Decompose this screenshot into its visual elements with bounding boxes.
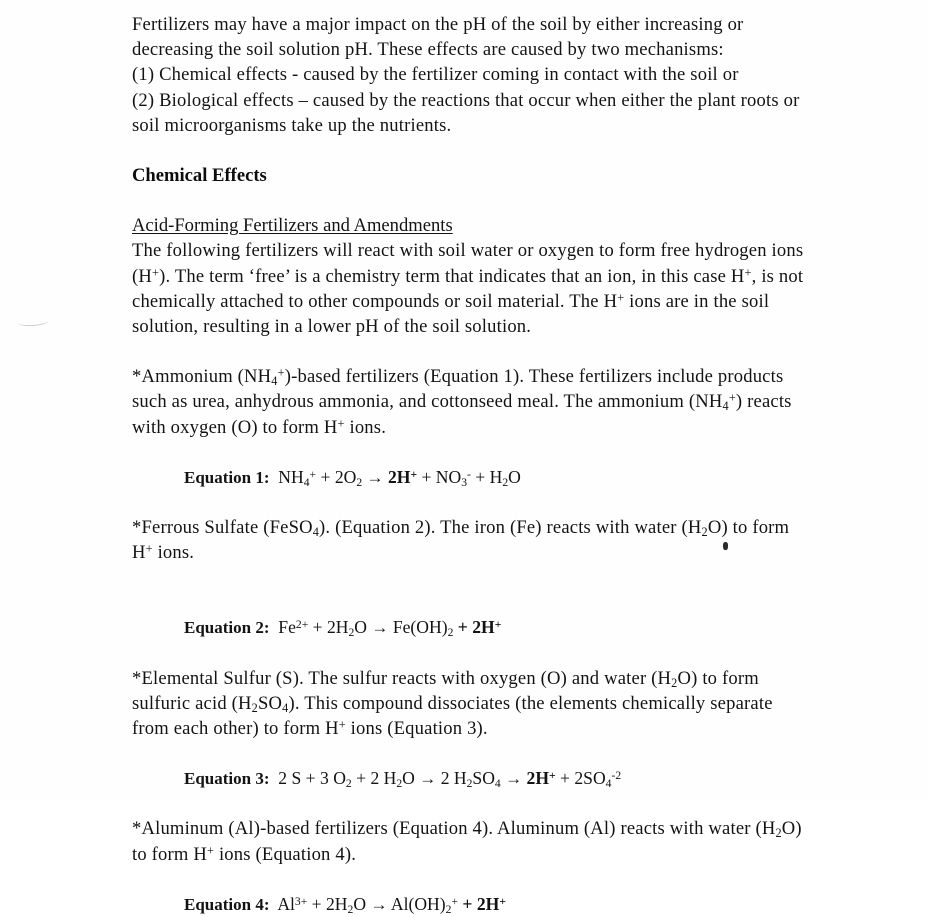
intro-line-2: decreasing the soil solution pH. These effects are caused by two mechanisms:	[132, 39, 724, 61]
spacer	[132, 565, 824, 590]
intro-line-5: soil microorganisms take up the nutrients.	[132, 114, 452, 136]
eq1-p2: + 2O	[316, 466, 357, 487]
aluminum-line-2a: to form H	[132, 843, 208, 865]
eq1-p5-sub: 2	[502, 475, 509, 489]
sulfur-line-1b: O) to form	[677, 667, 759, 689]
eq2-p3-sub: 2	[447, 626, 454, 640]
equation-4-label: Equation 4:	[184, 894, 270, 914]
eq1-p2-sub: 2	[356, 475, 363, 489]
spacer	[132, 490, 824, 515]
acid-line-2-sup2: +	[744, 265, 752, 280]
ferrous-line-2b: ions.	[152, 542, 195, 564]
aluminum-line-1a: *Aluminum (Al)-based fertilizers (Equation 4). Aluminum (Al) reacts with water (H	[132, 818, 776, 840]
aluminum-line-2-sup: +	[207, 843, 215, 858]
spacer	[132, 741, 824, 766]
ammonium-line-3b: ions.	[344, 416, 387, 438]
spacer	[132, 867, 824, 892]
eq3-p1-sub: 2	[345, 777, 352, 791]
acid-line-2-sup: +	[152, 265, 160, 280]
spacer	[132, 791, 824, 816]
eq3-p1: 2 S + 3 O	[278, 768, 346, 789]
eq1-p5: + H	[470, 466, 503, 487]
eq3-p2b: O	[402, 768, 415, 789]
eq3-p5-sub: 4	[605, 777, 612, 791]
aluminum-line-2b: ions (Equation 4).	[214, 843, 357, 865]
eq3-p4-sup: +	[549, 769, 556, 783]
eq4-p1: Al	[277, 893, 295, 914]
ferrous-line-2a: H	[132, 542, 146, 564]
acid-forming-paragraph	[132, 238, 824, 339]
equation-1-label: Equation 1:	[184, 467, 270, 487]
eq2-p4a: + 2H	[453, 617, 495, 638]
sulfur-line-1a: *Elemental Sulfur (S). The sulfur reacts with oxygen (O) and water (H	[132, 667, 672, 689]
eq4-p3: Al(OH)	[390, 893, 446, 914]
eq1-p4-sup: -	[467, 467, 471, 481]
sulfur-line-2b: SO	[258, 692, 283, 714]
eq3-p4a: 2H	[526, 768, 550, 789]
ammonium-line-2-sub: 4	[722, 399, 729, 414]
aluminum-line-1b: O)	[781, 818, 802, 840]
ammonium-line-1b: )-based fertilizers (Equation 1). These fertilizers include products	[284, 366, 784, 388]
intro-line-1: Fertilizers may have a major impact on the pH of the soil by either increasing or	[132, 14, 744, 35]
eq3-p3-sub: 2	[466, 777, 473, 791]
eq3-p2: + 2 H	[351, 768, 397, 789]
eq4-p2-sub: 2	[347, 902, 354, 916]
equation-3-label: Equation 3:	[184, 769, 270, 789]
eq4-p2b: O	[353, 893, 367, 914]
eq2-p3: Fe(OH)	[392, 617, 448, 638]
ammonium-line-3a: with oxygen (O) to form H	[132, 416, 338, 438]
spacer	[132, 590, 824, 615]
acid-line-1: The following fertilizers will react with soil water or oxygen to form free hydrogen ions	[132, 240, 804, 262]
eq2-p4-sup: +	[494, 618, 502, 632]
aluminum-line-1-sub: 2	[775, 826, 782, 841]
sulfur-line-2-sub: 2	[251, 700, 258, 715]
eq2-p2b: O	[354, 617, 368, 638]
eq1-p3a: 2H	[387, 466, 411, 487]
intro-paragraph	[132, 12, 824, 138]
ferrous-line-1a: *Ferrous Sulfate (FeSO	[132, 517, 313, 539]
eq4-p3-sup: +	[451, 894, 458, 908]
sulfur-line-3a: from each other) to form H	[132, 718, 339, 740]
acid-line-4: solution, resulting in a lower pH of the soil solution.	[132, 316, 532, 338]
eq3-p3b: SO	[472, 768, 495, 789]
eq4-p4a: + 2H	[458, 893, 500, 914]
ammonium-line-1-sub: 4	[271, 374, 278, 389]
spacer	[132, 188, 824, 213]
eq1-p1-sub: 4	[303, 475, 310, 489]
eq4-p1-sup: 3+	[294, 894, 308, 908]
ammonium-paragraph	[132, 364, 824, 440]
scan-smudge-artifact	[18, 317, 48, 327]
eq4-p4-sup: +	[499, 894, 506, 908]
equation-2	[132, 615, 824, 640]
sulfur-line-2-sub2: 4	[282, 700, 289, 715]
ammonium-line-1a: *Ammonium (NH	[132, 366, 272, 388]
ammonium-line-1-sup: +	[277, 365, 285, 380]
document-body	[132, 12, 824, 917]
ferrous-line-2-sup: +	[145, 541, 153, 556]
sulfur-line-3-sup: +	[338, 717, 346, 732]
eq1-p3-sup: +	[410, 467, 418, 481]
spacer	[132, 138, 824, 163]
ferrous-line-1b: ). (Equation 2). The iron (Fe) reacts with water (H	[319, 517, 702, 539]
intro-line-3: (1) Chemical effects - caused by the fertilizer coming in contact with the soil or	[132, 64, 739, 86]
eq2-p2: + 2H	[308, 617, 349, 638]
equation-4	[132, 892, 824, 917]
sulfur-line-3b: ions (Equation 3).	[345, 718, 488, 740]
eq1-p5b: O	[508, 466, 521, 487]
eq3-p5: + 2SO	[555, 768, 606, 789]
eq1-p1-sup: +	[309, 467, 317, 481]
eq3-p2-sub: 2	[396, 777, 403, 791]
equation-2-label: Equation 2:	[184, 618, 270, 638]
ferrous-line-1-sub2: 2	[701, 525, 708, 540]
acid-line-3b: ions are in the soil	[624, 290, 770, 312]
eq4-arrow-icon: →	[370, 894, 388, 914]
eq4-p3-sub: 2	[445, 902, 452, 916]
eq3-p3-sub2: 4	[494, 777, 501, 791]
eq3-p5-sup: -2	[611, 769, 622, 783]
eq2-p1-sup: 2+	[295, 618, 309, 632]
eq3-arrow-2-icon: →	[505, 769, 523, 789]
eq2-arrow-icon: →	[371, 618, 389, 638]
eq2-p1: Fe	[278, 617, 296, 638]
equation-3	[132, 766, 824, 791]
ferrous-line-1c: O) to form	[707, 517, 790, 539]
acid-line-2a: (H	[132, 265, 152, 287]
subsection-heading-acid-forming: Acid-Forming Fertilizers and Amendments	[132, 215, 453, 237]
acid-line-2c: , is not	[751, 265, 804, 287]
eq1-arrow-icon: →	[366, 467, 384, 487]
acid-line-3-sup: +	[617, 290, 625, 305]
ammonium-line-3-sup: +	[337, 416, 345, 431]
eq1-p1a: NH	[278, 466, 304, 487]
spacer	[132, 440, 824, 465]
sulfur-line-1-sub: 2	[671, 675, 678, 690]
ammonium-line-2-sup: +	[728, 390, 736, 405]
elemental-sulfur-paragraph	[132, 666, 824, 742]
sulfur-line-2a: sulfuric acid (H	[132, 692, 252, 714]
acid-line-2b: ). The term ‘free’ is a chemistry term that indicates that an ion, in this case H	[159, 265, 745, 287]
acid-line-3a: chemically attached to other compounds or soil material. The H	[132, 290, 618, 312]
ammonium-line-2b: ) reacts	[735, 391, 792, 413]
aluminum-paragraph	[132, 816, 824, 866]
eq3-p3: 2 H	[440, 768, 467, 789]
equation-1	[132, 465, 824, 490]
sulfur-line-2c: ). This compound dissociates (the elements chemically separate	[288, 692, 773, 714]
section-heading-chemical-effects: Chemical Effects	[132, 165, 267, 187]
eq2-p2-sub: 2	[348, 626, 355, 640]
eq1-p4: + NO	[417, 466, 462, 487]
ferrous-sulfate-paragraph	[132, 515, 824, 565]
eq4-p2: + 2H	[307, 893, 348, 914]
eq3-arrow-1-icon: →	[419, 769, 437, 789]
spacer	[132, 339, 824, 364]
ferrous-line-1-sub: 4	[312, 525, 320, 540]
eq1-p4-sub: 3	[461, 475, 468, 489]
ammonium-line-2a: such as urea, anhydrous ammonia, and cottonseed meal. The ammonium (NH	[132, 391, 723, 413]
intro-line-4: (2) Biological effects – caused by the reactions that occur when either the plant roots or	[132, 89, 800, 111]
spacer	[132, 641, 824, 666]
